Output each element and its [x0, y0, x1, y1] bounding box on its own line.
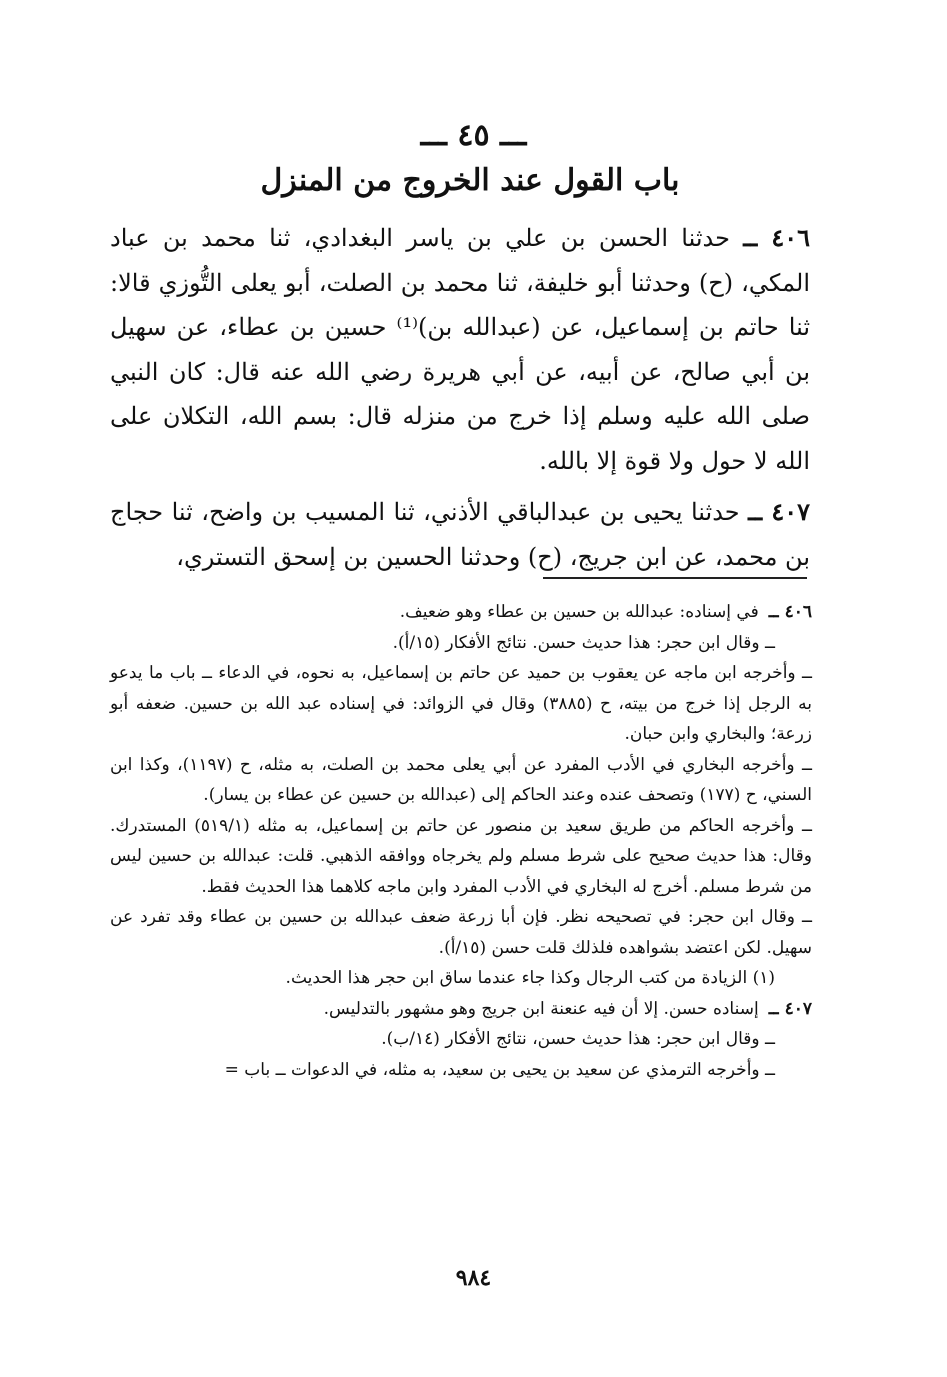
hadith-407: [110, 490, 810, 579]
hadith-text-407: حدثنا يحيى بن عبدالباقي الأذني، ثنا المسيب بن واضح، ثنا حجاج بن محمد، عن ابن جريج، (ح) وحدثنا الحسين بن إسحق التستري،: [110, 498, 810, 571]
main-text: [110, 216, 810, 586]
chapter-number: ـــ ٤٥ ـــ: [420, 118, 527, 153]
footnote-406-line-2: ــ وقال ابن حجر: هذا حديث حسن. نتائج الأفكار (١٥/أ).: [392, 632, 775, 653]
hadith-number-406: ٤٠٦ ــ: [743, 223, 810, 252]
footnote-406-line-3: ــ وأخرجه ابن ماجه عن يعقوب بن حميد عن حاتم بن إسماعيل، به نحوه، في الدعاء ــ باب ما يدعو به الرجل إذا خرج من بيته، ح (٣٨٨٥) وقال في الزوائد: في إسناده عبد الله بن حسين. ضعفه أبو زرعة؛ والبخاري وابن حبان.: [110, 663, 812, 744]
footnote-406-heading: [110, 597, 812, 628]
hadith-406: [110, 216, 810, 483]
hadith-number-407: ٤٠٧ ــ: [748, 497, 810, 526]
footnote-407-heading: [110, 994, 812, 1025]
hadith-text-406: حدثنا الحسن بن علي بن ياسر البغدادي، ثنا محمد بن عباد المكي، (ح) وحدثنا أبو خليفة، ثنا محمد بن الصلت، أبو يعلى التُّوزي قالا: ثنا حاتم بن إسماعيل، عن (عبدالله بن)⁽¹⁾ حسين بن عطاء، عن سهيل بن أبي صالح، عن أبيه، عن أبي هريرة رضي الله عنه قال: كان النبي صلى الله عليه وسلم إذا خرج من منزله قال: بسم الله، التكلان على الله لا حول ولا قوة إلا بالله.: [110, 224, 810, 475]
footnote-407-line-2: ــ وقال ابن حجر: هذا حديث حسن، نتائج الأفكار (١٤/ب).: [381, 1029, 775, 1049]
footnote-divider: [543, 577, 807, 579]
footnote-406-line-6: ــ وقال ابن حجر: في تصحيحه نظر. فإن أبا زرعة ضعف عبدالله بن حسين بن عطاء وقد تفرد عن سهيل. لكن اعتضد بشواهده فلذلك قلت حسن (١٥/أ).: [110, 907, 812, 958]
page-number: ٩٨٤: [455, 1265, 492, 1291]
chapter-title: باب القول عند الخروج من المنزل: [260, 163, 680, 198]
footnote-number-407: ٤٠٧ ــ: [768, 998, 812, 1019]
footnote-406-line-5: ــ وأخرجه الحاكم من طريق سعيد بن منصور عن حاتم بن إسماعيل، به مثله (٥١٩/١) المستدرك. وقال: هذا حديث صحيح على شرط مسلم ولم يخرجاه ووافقه الذهبي. قلت: عبدالله بن حسين ليس من شرط مسلم. أخرج له البخاري في الأدب المفرد وابن ماجه كلاهما هذا الحديث فقط.: [110, 815, 812, 897]
footnote-406-line-4: ــ وأخرجه البخاري في الأدب المفرد عن أبي يعلى محمد بن الصلت، به مثله، ح (١١٩٧)، وكذا ابن السني، ح (١٧٧) وتصحف عنده وعند الحاكم إلى (عبدالله بن حسين عن عطاء بن يسار).: [110, 754, 812, 805]
footnote-406-line-1: في إسناده: عبدالله بن حسين بن عطاء وهو ضعيف.: [399, 602, 759, 622]
footnotes: [110, 597, 812, 1085]
footnote-407-line-3: ــ وأخرجه الترمذي عن سعيد بن يحيى بن سعيد، به مثله، في الدعوات ــ باب =: [224, 1059, 775, 1080]
footnote-number-406: ٤٠٦ ــ: [768, 602, 812, 622]
footnote-reference-1: (١) الزيادة من كتب الرجال وكذا جاء عندما ساق ابن حجر هذا الحديث.: [285, 968, 775, 988]
footnote-407-line-1: إسناده حسن. إلا أن فيه عنعنة ابن جريج وهو مشهور بالتدليس.: [323, 998, 759, 1019]
